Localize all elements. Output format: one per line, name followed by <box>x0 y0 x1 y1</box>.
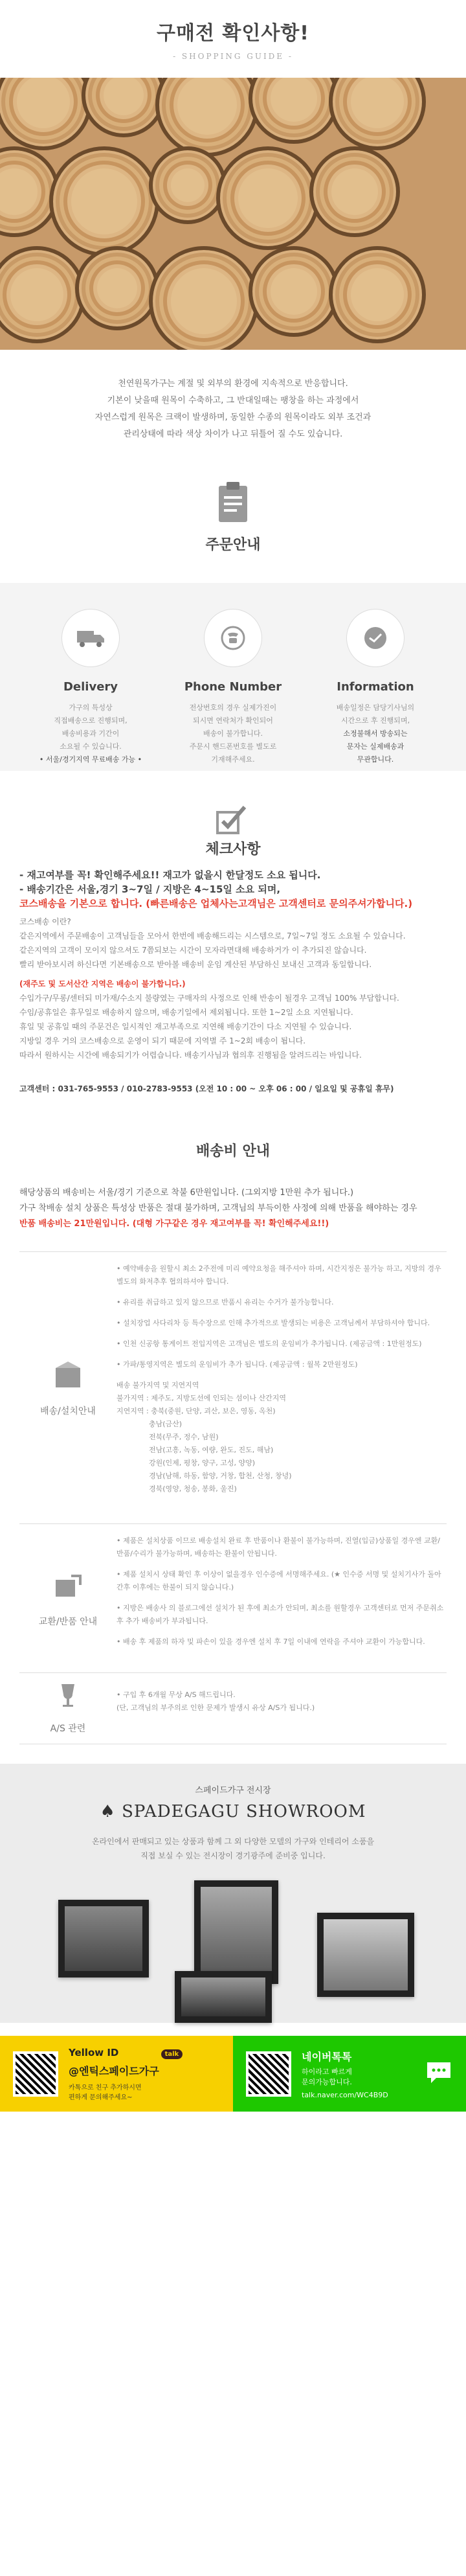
check-body-line: 같은지역에서 주문배송이 고객님들을 모아서 한번에 배송해드리는 시스템으로, 7일~7일 정도 소요될 수 있습니다. <box>19 931 406 940</box>
check-jeju-notice: (재주도 및 도서산간 지역은 배송이 불가합니다.) <box>19 979 186 988</box>
delivery-info <box>26 609 155 766</box>
install-item: 지연지역 : 충북(중원, 단양, 괴산, 보은, 영동, 옥천) <box>116 1407 276 1415</box>
page-subtitle: - SHOPPING GUIDE - <box>173 52 293 61</box>
phone-desc-line: 주문시 핸드폰번호를 별도로 <box>189 742 277 751</box>
shipping-intro <box>0 1185 466 1232</box>
check-body-line: 같은지역의 고객이 모이지 않으셔도 7쯤되보는 시간이 모자라면대해 배송하거가 이 추가되진 않습니다. <box>19 946 367 955</box>
kakao-desc1: 카톡으로 친구 추가하시면 <box>69 2084 142 2092</box>
talk-badge-icon: talk <box>161 2049 183 2059</box>
return-box-icon <box>52 1569 84 1608</box>
wood-intro-text <box>0 350 466 479</box>
shipping-row-install <box>19 1252 447 1524</box>
as-label: A/S 관련 <box>50 1723 86 1734</box>
naver-desc1: 하이라고 빠르게 <box>302 2067 352 2076</box>
wine-glass-icon <box>58 1683 78 1715</box>
customer-center-contact: 고객센터 : 031-765-9553 / 010-2783-9553 (오전 10 : 00 ~ 오후 06 : 00 / 일요일 및 공휴일 휴무) <box>19 1084 394 1093</box>
phone-desc-line: 되시면 연락처가 확인되어 <box>193 716 273 725</box>
install-item: • 유리를 취급하고 있지 않으므로 반품시 유리는 수거가 불가능합니다. <box>116 1298 334 1306</box>
chat-icon <box>346 609 405 667</box>
shipping-title: 배송비 안내 <box>196 1143 270 1159</box>
information-desc-line: 시간으로 후 진행되며, <box>340 716 410 725</box>
install-item: • 인천 신공항 통게이트 전입지역은 고객님은 별도의 운임비가 추가됩니다. (제공금액 : 1만원정도) <box>116 1339 422 1348</box>
install-item: 배송 불가지역 및 지연지역 <box>116 1381 199 1389</box>
kakao-desc2: 편하게 문의해주세요~ <box>69 2093 133 2101</box>
information-desc-line: 문자는 실제배송과 <box>346 742 405 751</box>
phone-desc-line: 기재해주세요. <box>211 755 255 764</box>
showroom-title <box>0 1802 466 1821</box>
check-title: 체크사항 <box>205 841 261 858</box>
phone-title: Phone Number <box>184 680 282 694</box>
delivery-desc-line: 가구의 특성상 <box>69 703 113 712</box>
kakao-id-label: Yellow ID talk <box>69 2047 183 2059</box>
as-item: • 구입 후 6개월 무상 A/S 해드립니다. <box>116 1691 236 1699</box>
check-stock-line: - 재고여부를 꼭! 확인해주세요!! 재고가 없을시 한달정도 소요 됩니다. <box>19 869 321 881</box>
return-item: • 배송 후 제품의 하자 및 파손이 있을 경우엔 설치 후 7일 이내에 연락을 주셔야 교환이 가능합니다. <box>116 1637 425 1646</box>
install-item: 충남(금산) <box>149 1420 183 1428</box>
information-info <box>311 609 440 766</box>
delivery-desc-line: 배송비용과 기간이 <box>61 729 120 738</box>
truck-icon <box>61 609 120 667</box>
check-period-line: - 배송기간은 서울,경기 3~7일 / 지방은 4~15일 소요 되며, <box>19 883 281 895</box>
spade-icon: ♠ <box>100 1802 116 1821</box>
check-body-line: 따라서 원하시는 시간에 배송되기가 어렵습니다. 배송기사님과 협의후 진행됨을 알려드리는 바입니다. <box>19 1051 362 1060</box>
delivery-desc-line: • 서울/경기지역 무료배송 가능 • <box>39 755 142 764</box>
shipping-intro-line: 반품 배송비는 21만원입니다. (대형 가구같은 경우 재고여부를 꼭! 확인해주세요!!) <box>19 1219 329 1229</box>
as-item: (단, 고객님의 부주의로 인한 문제가 발생시 유상 A/S가 됩니다.) <box>116 1704 315 1712</box>
intro-line: 관리상태에 따라 색상 차이가 나고 뒤틀어 질 수도 있습니다. <box>123 429 343 439</box>
return-item: • 제품 설치시 상태 확인 후 이상이 없을경우 인수증에 서명해주세요. (★ 인수증 서명 및 설치기사가 돌아간후 이후에는 한불이 되지 않습니다.) <box>116 1570 441 1591</box>
information-desc-line: 소정불해서 방송되는 <box>343 729 408 738</box>
clipboard-icon <box>214 479 252 525</box>
intro-line: 기본이 낮을때 원목이 수축하고, 그 반대일때는 팽창을 하는 과정에서 <box>107 396 359 405</box>
install-item: 불가지역 : 제주도, 지방도선에 인되는 섬이나 산간지역 <box>116 1394 286 1402</box>
check-section-head <box>0 771 466 868</box>
check-body-line: 수입가구/무롱/센터되 미가재/수소지 불량였는 구매자의 사정으로 인해 반송이 될경우 고객님 100% 부담합니다. <box>19 994 399 1003</box>
logs-banner-image <box>0 78 466 350</box>
naver-talk-box[interactable] <box>233 2036 466 2112</box>
return-item: • 지방은 배송사 의 블로그에선 설치가 된 후에 최소가 안되며, 최소를 원할경우 고객센터로 먼저 주문취소 후 추가 배송비가 부과됩니다. <box>116 1604 444 1625</box>
showroom-desc-line: 온라인에서 판매되고 있는 상품과 함께 그 외 다양한 모델의 가구와 인테리어 소품을 <box>91 1837 375 1846</box>
checkbox-icon <box>214 803 252 836</box>
showroom-label: 스페이드가구 전시장 <box>195 1786 271 1795</box>
showroom-desc-line: 직접 보실 수 있는 전시장이 경기광주에 준비중 입니다. <box>140 1851 326 1860</box>
phone-icon <box>204 609 262 667</box>
kakao-qr-code <box>13 2051 58 2097</box>
shipping-intro-line: 해당상품의 배송비는 서울/경기 기준으로 착불 6만원입니다. (그외지방 1만원 추가 됩니다.) <box>19 1188 354 1198</box>
showroom-desc <box>0 1834 466 1863</box>
install-item: • 설치장업 사다리차 등 특수장으로 인해 추가적으로 발생되는 비용은 고객님께서 부담하셔야 합니다. <box>116 1319 430 1327</box>
return-item: • 제품은 설치상품 이므로 배송설치 완료 후 반품이나 환불이 불가능하며, 진열(입금)상품일 경우엔 교환/반품/수리가 불가능하며, 배송하는 환불이 안됩니다. <box>116 1536 440 1558</box>
information-desc-line: 배송일정은 담당기사님의 <box>336 703 415 712</box>
install-item: • 가파/통영지역은 별도의 운임비가 추가 됩니다. (제공금액 : 월복 2만원정도) <box>116 1360 358 1369</box>
shipping-row-return <box>19 1524 447 1673</box>
page-title: 구매전 확인사항! <box>157 22 309 45</box>
course-question: 코스배송 이란? <box>19 917 71 926</box>
phone-desc-line: 배송이 불가합니다. <box>203 729 263 738</box>
shipping-row-as <box>19 1673 447 1744</box>
check-content <box>0 868 466 1127</box>
check-body-line: 휴일 및 공휴일 때의 주문건은 일시적인 재고부족으로 지연해 배송기간이 다소 지연될 수 있습니다. <box>19 1022 352 1031</box>
phone-desc-line: 전상번호의 경우 실제가진이 <box>189 703 277 712</box>
install-item: 강원(인제, 평창, 양구, 고성, 양양) <box>149 1459 256 1467</box>
page-header <box>0 0 466 78</box>
kakao-name: @엔틱스페이드가구 <box>69 2064 159 2077</box>
information-desc-line: 무관합니다. <box>357 755 394 764</box>
naver-qr-code <box>246 2051 291 2097</box>
delivery-desc-line: 소요될 수 있습니다. <box>60 742 122 751</box>
speech-bubble-icon <box>425 2060 453 2088</box>
order-info-band <box>0 583 466 771</box>
showroom-frame-image <box>58 1900 149 1978</box>
kakao-contact-box[interactable] <box>0 2036 233 2112</box>
check-course-line: 코스배송을 기본으로 합니다. (빠른배송은 업체사는고객님은 고객센터로 문의주셔가합니다.) <box>19 898 413 909</box>
check-body-line: 빨리 받아보시려 하신다면 기본배송으로 받아볼 배송비 운임 계산된 부담하신 보내신 고객과 동일합니다. <box>19 960 372 969</box>
naver-talk-title: 네이버톡톡 <box>302 2050 352 2063</box>
box-icon <box>52 1359 84 1398</box>
showroom-section <box>0 1764 466 2023</box>
showroom-frame-image <box>194 1880 278 1984</box>
showroom-frame-image <box>317 1913 414 1997</box>
shipping-section-head <box>0 1127 466 1185</box>
delivery-desc-line: 직접배송으로 진행되며, <box>54 716 128 725</box>
install-item: 전남(고흥, 녹동, 여량, 완도, 진도, 해남) <box>149 1446 274 1454</box>
showroom-title-text: SPADEGAGU SHOWROOM <box>122 1802 366 1821</box>
install-item: 전북(무주, 정수, 남원) <box>149 1433 219 1441</box>
intro-line: 천연원목가구는 계절 및 외부의 환경에 지속적으로 반응합니다. <box>118 379 348 389</box>
install-item: • 예약배송을 원할시 최소 2주전에 미리 예약요청을 해주셔야 하며, 시간지정은 불가능 하고, 지방의 경우 별도의 화저추후 협의하셔야 합니다. <box>116 1264 441 1286</box>
contact-footer <box>0 2036 466 2112</box>
order-section-head <box>0 479 466 583</box>
shipping-table <box>19 1251 447 1744</box>
information-title: Information <box>337 680 414 694</box>
naver-desc2: 문의가능합니다. <box>302 2077 352 2086</box>
phone-info <box>168 609 298 766</box>
check-body-line: 수임/공휴일은 휴무일로 배송하지 않으며, 배송기일에서 제외됩니다. 또한 1~2일 소요 지연됩니다. <box>19 1008 353 1017</box>
shipping-intro-line: 가구 착배송 설치 상품은 특성상 반품은 절대 불가하며, 고객님의 부득이한 사정에 의해 반품을 해야하는 경우 <box>19 1203 417 1213</box>
order-title: 주문안내 <box>205 537 261 553</box>
showroom-frame-image <box>175 1971 272 2023</box>
install-label: 배송/설치안내 <box>40 1406 96 1417</box>
install-item: 경남(남해, 하동, 함양, 거창, 합천, 산청, 창녕) <box>149 1472 292 1480</box>
delivery-title: Delivery <box>63 680 118 694</box>
intro-line: 자연스럽게 원목은 크랙이 발생하며, 동일한 수종의 원목이라도 외부 조건과 <box>94 413 372 422</box>
install-item: 경북(영양, 청송, 봉화, 울진) <box>149 1485 237 1493</box>
check-body-line: 지방일 경우 거의 코스배송으로 운영이 되기 때문에 지역별 주 1~2회 배송이 됩니다. <box>19 1036 306 1045</box>
return-label: 교환/반품 안내 <box>38 1616 98 1627</box>
naver-url: talk.naver.com/WC4B9D <box>302 2090 388 2099</box>
